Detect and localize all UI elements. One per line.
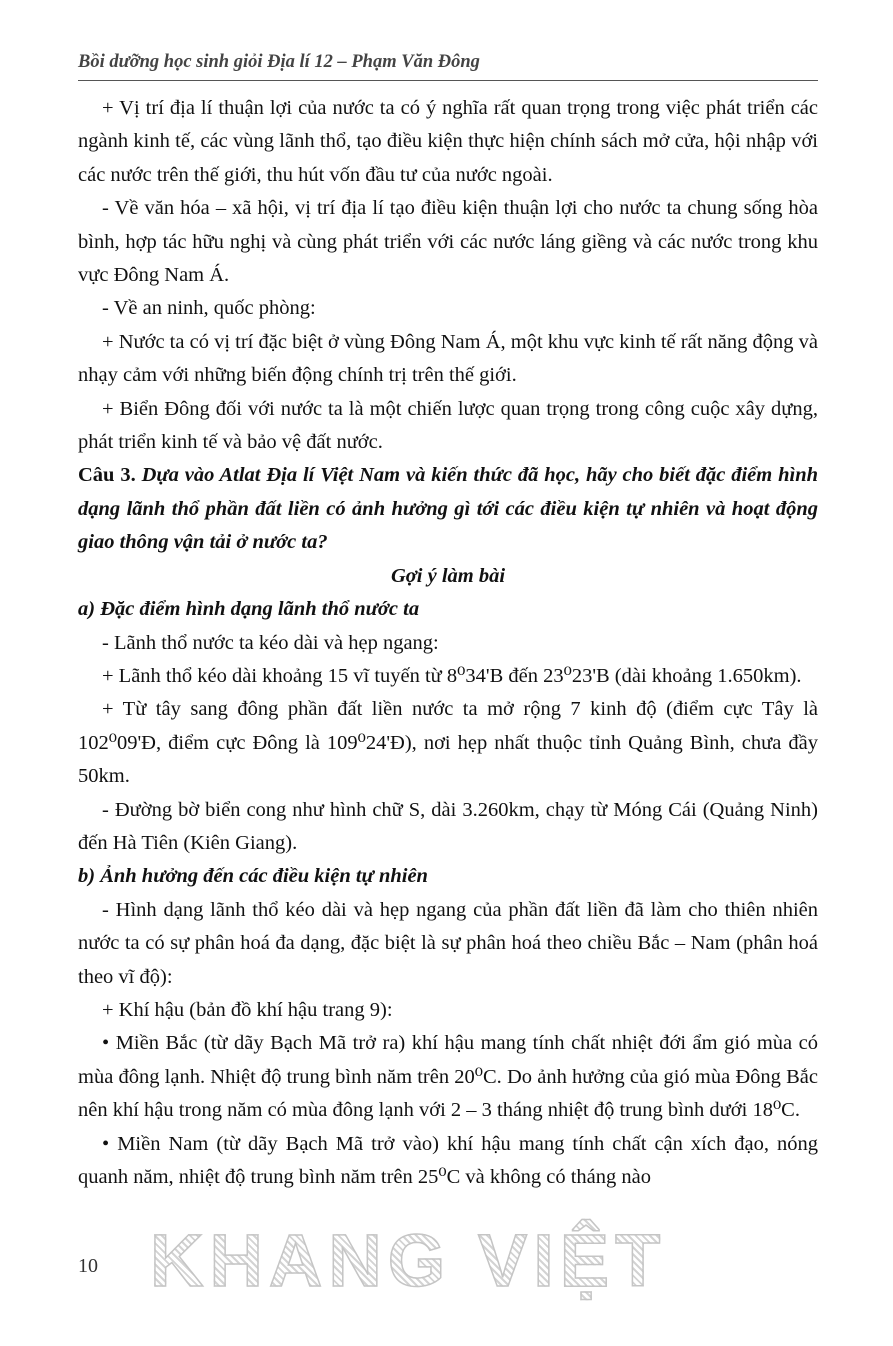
section-heading-b: b) Ảnh hưởng đến các điều kiện tự nhiên	[78, 865, 428, 888]
paragraph: - Về an ninh, quốc phòng:	[102, 297, 316, 320]
paragraph: + Lãnh thổ kéo dài khoảng 15 vĩ tuyến từ 8⁰34'B đến 23⁰23'B (dài khoảng 1.650km).	[102, 664, 802, 687]
question-text: Dựa vào Atlat Địa lí Việt Nam và kiến thức đã học, hãy cho biết đặc điểm hình dạng lãnh thổ phần đất liền có ảnh hưởng gì tới các điều kiện tự nhiên và hoạt động giao thông vận tải ở nước ta?	[78, 464, 818, 554]
paragraph: - Đường bờ biển cong như hình chữ S, dài 3.260km, chạy từ Móng Cái (Quảng Ninh) đến Hà Tiên (Kiên Giang).	[78, 798, 818, 854]
running-header: Bồi dưỡng học sinh giỏi Địa lí 12 – Phạm Văn Đông	[78, 52, 480, 72]
header-rule	[78, 80, 818, 81]
paragraph: - Hình dạng lãnh thổ kéo dài và hẹp ngang của phần đất liền đã làm cho thiên nhiên nước ta có sự phân hoá đa dạng, đặc biệt là sự phân hoá theo chiều Bắc – Nam (phân hoá theo vĩ độ):	[78, 898, 818, 988]
bullet-item: • Miền Bắc (từ dãy Bạch Mã trở ra) khí hậu mang tính chất nhiệt đới ẩm gió mùa có mùa đông lạnh. Nhiệt độ trung bình năm trên 20⁰C. Do ảnh hưởng của gió mùa Đông Bắc nên khí hậu trong năm có mùa đông lạnh với 2 – 3 tháng nhiệt độ trung bình dưới 18⁰C.	[78, 1032, 818, 1122]
paragraph: + Vị trí địa lí thuận lợi của nước ta có ý nghĩa rất quan trọng trong việc phát triển các ngành kinh tế, các vùng lãnh thổ, tạo điều kiện thực hiện chính sách mở cửa, hội nhập với các nước trên thế giới, thu hút vốn đầu tư của nước ngoài.	[78, 97, 818, 186]
paragraph: - Lãnh thổ nước ta kéo dài và hẹp ngang:	[102, 631, 439, 654]
paragraph: + Biển Đông đối với nước ta là một chiến lược quan trọng trong công cuộc xây dựng, phát triển kinh tế và bảo vệ đất nước.	[78, 397, 818, 454]
page-content	[78, 92, 818, 1194]
question-label: Câu 3.	[78, 464, 136, 487]
publisher-watermark: KHANG VIỆT	[150, 1219, 667, 1302]
paragraph: + Từ tây sang đông phần đất liền nước ta mở rộng 7 kinh độ (điểm cực Tây là 102⁰09'Đ, điểm cực Đông là 109⁰24'Đ), nơi hẹp nhất thuộc tỉnh Quảng Bình, chưa đầy 50km.	[78, 698, 818, 788]
paragraph: - Về văn hóa – xã hội, vị trí địa lí tạo điều kiện thuận lợi cho nước ta chung sống hòa bình, hợp tác hữu nghị và cùng phát triển với các nước láng giềng và các nước trong khu vực Đông Nam Á.	[78, 197, 818, 287]
page-number: 10	[78, 1255, 98, 1277]
hint-heading: Gợi ý làm bài	[390, 564, 506, 587]
section-heading-a: a) Đặc điểm hình dạng lãnh thổ nước ta	[78, 598, 420, 621]
bullet-item: • Miền Nam (từ dãy Bạch Mã trở vào) khí hậu mang tính chất cận xích đạo, nóng quanh năm, nhiệt độ trung bình năm trên 25⁰C và không có tháng nào	[78, 1132, 818, 1188]
paragraph: + Nước ta có vị trí đặc biệt ở vùng Đông Nam Á, một khu vực kinh tế rất năng động và nhạy cảm với những biến động chính trị trên thế giới.	[78, 330, 818, 387]
paragraph: + Khí hậu (bản đồ khí hậu trang 9):	[102, 998, 393, 1021]
question	[78, 459, 818, 559]
